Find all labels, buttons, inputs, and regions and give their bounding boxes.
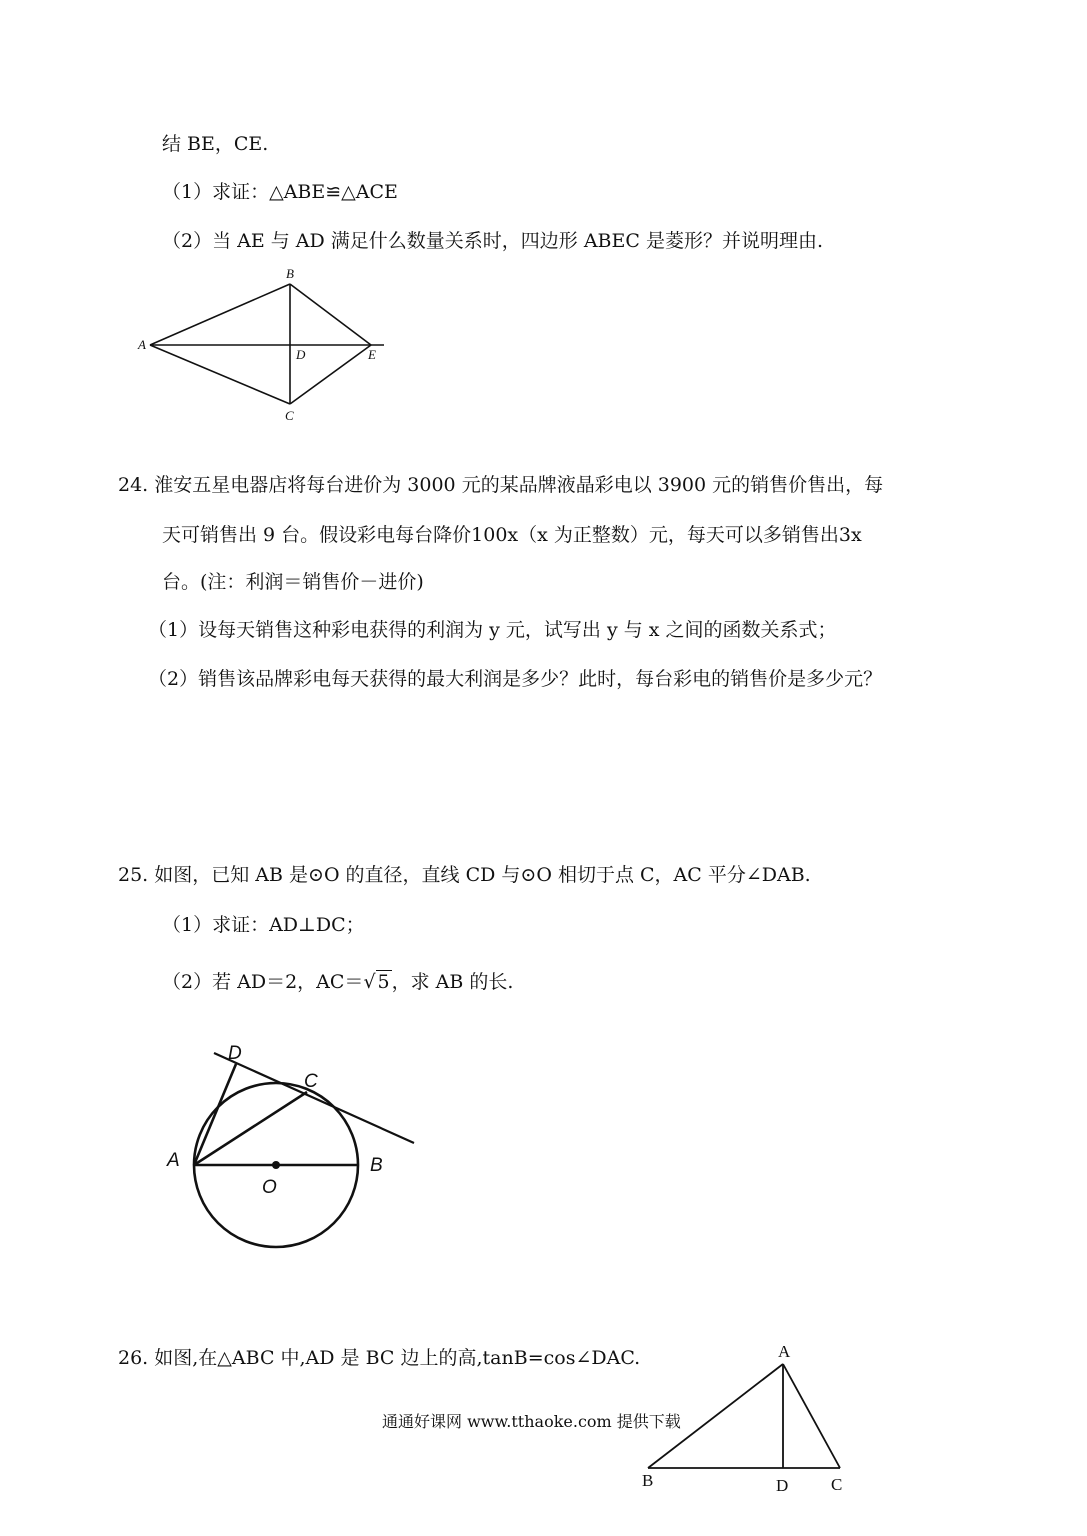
q26-label-A: A: [778, 1342, 791, 1361]
q25-label-D: D: [228, 1043, 242, 1064]
q24-line3: 台。(注：利润＝销售价－进价): [162, 571, 424, 593]
q25-center-dot: [272, 1161, 280, 1169]
q26-edge-AC: [783, 1364, 840, 1468]
q23-label-A: A: [138, 337, 146, 352]
q25-label-C: C: [304, 1071, 318, 1092]
q23-label-C: C: [285, 408, 294, 423]
q23-label-E: E: [368, 347, 376, 362]
q25-line1: 25. 如图，已知 AB 是⊙O 的直径，直线 CD 与⊙O 相切于点 C，AC 平分∠DAB.: [118, 864, 811, 886]
q23-part1: （1）求证：△ABE≌△ACE: [162, 181, 398, 203]
q26-line1: 26. 如图,在△ABC 中,AD 是 BC 边上的高,tanB=cos∠DAC.: [118, 1347, 641, 1369]
q25-tangent-line: [214, 1053, 414, 1143]
page-footer: 通通好课网 www.tthaoke.com 提供下载: [382, 1412, 681, 1431]
q23-edge-AC: [150, 345, 290, 404]
q24-part2: （2）销售该品牌彩电每天获得的最大利润是多少？此时，每台彩电的销售价是多少元？: [148, 668, 883, 690]
q26-label-D: D: [776, 1476, 789, 1495]
q24-line1: 24. 淮安五星电器店将每台进价为 3000 元的某品牌液晶彩电以 3900 元的销售价售出，每: [118, 474, 884, 496]
q25-part2: [162, 970, 513, 994]
q23-edge-AB: [150, 284, 290, 345]
q25-part1: （1）求证：AD⊥DC；: [162, 914, 365, 936]
q25-part2-suffix: ，求 AB 的长.: [391, 971, 514, 993]
q23-line0: 结 BE，CE.: [162, 133, 269, 155]
q24-line2: 天可销售出 9 台。假设彩电每台降价100x（x 为正整数）元，每天可以多销售出3x: [162, 524, 862, 546]
q25-segment-AD: [194, 1064, 236, 1165]
q25-label-A: A: [167, 1150, 180, 1171]
sqrt-expression: √ 5: [363, 971, 390, 993]
q25-part2-prefix: （2）若 AD＝2，AC＝: [162, 971, 364, 993]
q24-part1: （1）设每天销售这种彩电获得的利润为 y 元，试写出 y 与 x 之间的函数关系式；: [148, 619, 837, 641]
q25-segment-AC: [194, 1092, 307, 1165]
q23-part2: （2）当 AE 与 AD 满足什么数量关系时，四边形 ABEC 是菱形？并说明理由.: [162, 230, 824, 252]
q23-label-B: B: [286, 266, 294, 281]
q25-label-B: B: [370, 1155, 383, 1176]
q23-label-D: D: [296, 347, 306, 362]
q23-edge-BE: [290, 284, 371, 345]
q26-label-C: C: [831, 1475, 843, 1494]
q25-label-O: O: [262, 1177, 277, 1198]
sqrt-radicand: 5: [377, 971, 390, 993]
q26-label-B: B: [642, 1471, 654, 1490]
